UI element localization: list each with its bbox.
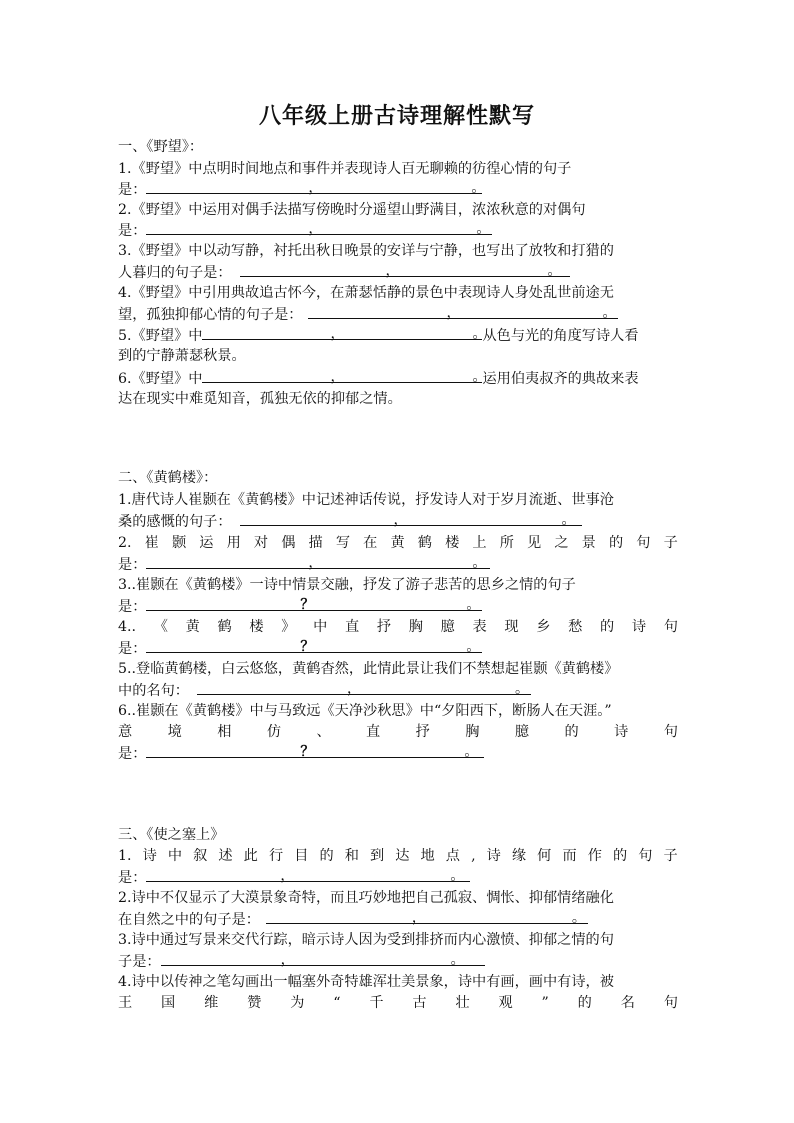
question-char: 中 bbox=[167, 848, 183, 864]
question-char: 的 bbox=[612, 848, 628, 864]
answer-prefix: 是： bbox=[118, 641, 147, 657]
question-char: 2. bbox=[118, 535, 132, 551]
question-text bbox=[118, 617, 678, 637]
question-char: 地 bbox=[420, 848, 435, 864]
blank-comma: ， bbox=[280, 868, 295, 884]
blank-comma: ， bbox=[393, 512, 408, 528]
blank-period: 。 bbox=[571, 910, 586, 926]
blank-period: 。 bbox=[450, 868, 465, 884]
section-heading: 二、《黄鹤楼》： bbox=[118, 470, 218, 486]
question-char: 景 bbox=[581, 535, 596, 551]
question-char: 中 bbox=[313, 619, 328, 635]
question-char: 述 bbox=[218, 848, 233, 864]
question-text: 3..崔颢在《黄鹤楼》一诗中情景交融，抒发了游子悲苦的思乡之情的句子 bbox=[118, 577, 576, 593]
question-char: 4.. bbox=[118, 619, 137, 635]
question-char: 和 bbox=[344, 848, 359, 864]
question-char: 《 bbox=[153, 619, 168, 635]
question-char: 诗 bbox=[614, 724, 629, 740]
question-char: 的 bbox=[599, 619, 615, 635]
question-char: 句 bbox=[663, 724, 678, 740]
answer-blank[interactable] bbox=[146, 638, 482, 653]
blank-period: 。 bbox=[464, 744, 479, 760]
question-char: 乡 bbox=[536, 619, 551, 635]
section-heading: 三、《使之塞上》 bbox=[118, 827, 225, 843]
question-char: 运 bbox=[199, 535, 214, 551]
blank-period: 。 bbox=[602, 305, 617, 321]
question-char: 写 bbox=[335, 535, 351, 551]
blank-period: 。 bbox=[561, 512, 576, 528]
answer-line bbox=[118, 638, 678, 659]
question-char: 臆 bbox=[514, 724, 530, 740]
question-char: 楼 bbox=[249, 619, 264, 635]
answer-blank[interactable] bbox=[197, 680, 531, 695]
answer-line bbox=[118, 867, 678, 888]
question-char: 鹤 bbox=[417, 535, 432, 551]
blank-comma: ， bbox=[411, 910, 426, 926]
question-tail: 运用伯夷叔齐的典故来表 bbox=[482, 371, 639, 387]
blank-period: 。 bbox=[450, 952, 465, 968]
question-char: 诗 bbox=[631, 619, 647, 635]
answer-prefix: 是： bbox=[118, 557, 147, 573]
blank-comma: ， bbox=[346, 681, 361, 697]
question-char: 见 bbox=[527, 535, 542, 551]
answer-line bbox=[118, 743, 678, 764]
question-char: 楼 bbox=[445, 535, 460, 551]
question-char: 的 bbox=[564, 724, 579, 740]
question-char: 王 bbox=[118, 995, 133, 1011]
question-char: 句 bbox=[636, 535, 651, 551]
question-char: 现 bbox=[504, 619, 519, 635]
section-heading: 一、《野望》： bbox=[118, 139, 204, 155]
blank-period: 。 bbox=[466, 597, 481, 613]
question-char: 达 bbox=[395, 848, 410, 864]
blank-comma: ， bbox=[446, 305, 461, 321]
question-char: 鹤 bbox=[217, 619, 232, 635]
blank-period: 。 bbox=[471, 180, 486, 196]
blank-period: 。 bbox=[472, 369, 487, 385]
answer-line bbox=[118, 554, 678, 575]
question-char: 仿 bbox=[266, 724, 282, 740]
question-text: 4.诗中以传神之笔勾画出一幅塞外奇特雄浑壮美景象，诗中有画，画中有诗，被 bbox=[118, 974, 614, 990]
question-text: 1.《野望》中点明时间地点和事件并表现诗人百无聊赖的彷徨心情的句子 bbox=[118, 161, 572, 177]
answer-blank[interactable] bbox=[202, 368, 487, 385]
question-char: 诗 bbox=[142, 848, 157, 864]
answer-line bbox=[118, 179, 678, 200]
answer-prefix: 是： bbox=[118, 182, 147, 198]
question-char: 相 bbox=[217, 724, 232, 740]
answer-blank[interactable] bbox=[161, 951, 485, 966]
blank-comma: ， bbox=[385, 263, 400, 279]
blank-comma: ， bbox=[308, 180, 323, 196]
blank-period: 。 bbox=[476, 221, 491, 237]
answer-prefix: 是： bbox=[118, 599, 147, 615]
question-char: 而 bbox=[562, 848, 577, 864]
question-char: 的 bbox=[608, 535, 624, 551]
question-char: 抒 bbox=[376, 619, 392, 635]
question-text: 3.诗中通过写景来交代行踪，暗示诗人因为受到排挤而内心激愤、抑郁之情的句 bbox=[118, 932, 614, 948]
page-title: 八年级上册古诗理解性默写 bbox=[258, 103, 535, 129]
question-text: 3.《野望》中以动写静，衬托出秋日晚景的安详与宁静，也写出了放牧和打猎的 bbox=[118, 243, 614, 259]
question-text bbox=[118, 325, 678, 346]
question-text bbox=[118, 533, 678, 553]
question-char: 千 bbox=[369, 995, 384, 1011]
answer-line bbox=[118, 220, 678, 241]
blank-period: 。 bbox=[514, 681, 529, 697]
question-text: 6..崔颢在《黄鹤楼》中与马致远《天净沙秋思》中“夕阳西下，断肠人在天涯。” bbox=[118, 703, 612, 719]
question-char: 直 bbox=[366, 724, 381, 740]
blank-question: ？ bbox=[300, 597, 315, 613]
blank-comma: ， bbox=[308, 221, 323, 237]
answer-prefix: 是： bbox=[118, 223, 147, 239]
question-char: 描 bbox=[308, 535, 323, 551]
answer-blank[interactable] bbox=[146, 220, 492, 235]
blank-question: ？ bbox=[300, 744, 315, 760]
question-char: 》 bbox=[281, 619, 296, 635]
answer-blank[interactable] bbox=[308, 304, 618, 319]
question-char: 崔 bbox=[144, 535, 159, 551]
answer-blank[interactable] bbox=[240, 262, 570, 277]
question-text: 到的宁静萧瑟秋景。 bbox=[118, 348, 246, 364]
blank-question: ？ bbox=[300, 639, 315, 655]
question-char: 点 bbox=[445, 848, 460, 864]
blank-period: 。 bbox=[472, 555, 487, 571]
question-text bbox=[118, 368, 678, 389]
question-char: ” bbox=[541, 995, 549, 1011]
question-char: 1. bbox=[118, 848, 132, 864]
question-char: 名 bbox=[620, 995, 635, 1011]
answer-prefix: 桑的感慨的句子： bbox=[118, 514, 232, 530]
question-char: 黄 bbox=[390, 535, 405, 551]
question-char: , bbox=[471, 848, 476, 864]
question-char: 上 bbox=[472, 535, 487, 551]
question-text bbox=[118, 993, 678, 1013]
answer-blank[interactable] bbox=[266, 909, 588, 924]
blank-comma: ， bbox=[330, 369, 345, 385]
question-char: 偶 bbox=[281, 535, 296, 551]
question-char: 所 bbox=[499, 535, 514, 551]
question-char: 、 bbox=[316, 724, 331, 740]
question-text bbox=[118, 846, 678, 866]
question-char: 为 bbox=[290, 995, 305, 1011]
question-text: 4.《野望》中引用典故追古怀今，在萧瑟恬静的景色中表现诗人身处乱世前途无 bbox=[118, 285, 614, 301]
answer-blank[interactable] bbox=[146, 743, 484, 758]
question-char: 壮 bbox=[455, 995, 470, 1011]
answer-line bbox=[118, 951, 678, 972]
question-char: 作 bbox=[587, 848, 602, 864]
answer-prefix: 是： bbox=[118, 870, 147, 886]
answer-prefix: 望，孤独抑郁心情的句子是： bbox=[118, 307, 303, 323]
blank-period: 。 bbox=[472, 326, 487, 342]
question-char: 叙 bbox=[193, 848, 208, 864]
answer-blank[interactable] bbox=[240, 511, 582, 526]
question-prefix: 5.《野望》中 bbox=[118, 328, 203, 344]
blank-comma: ， bbox=[330, 326, 345, 342]
answer-line bbox=[118, 596, 678, 617]
blank-period: 。 bbox=[466, 639, 481, 655]
question-char: 臆 bbox=[440, 619, 455, 635]
blank-period: 。 bbox=[547, 263, 562, 279]
answer-line bbox=[118, 909, 678, 930]
question-char: 胸 bbox=[465, 724, 480, 740]
question-char: 的 bbox=[319, 848, 334, 864]
answer-line bbox=[118, 680, 678, 701]
question-char: 诗 bbox=[486, 848, 501, 864]
question-char: 子 bbox=[663, 535, 678, 551]
question-char: 句 bbox=[663, 995, 678, 1011]
question-char: 句 bbox=[663, 619, 678, 635]
question-char: 境 bbox=[167, 724, 182, 740]
answer-blank[interactable] bbox=[146, 554, 490, 569]
question-char: 的 bbox=[577, 995, 592, 1011]
answer-blank[interactable] bbox=[146, 179, 486, 196]
answer-blank[interactable] bbox=[202, 325, 487, 342]
question-char: 直 bbox=[344, 619, 360, 635]
answer-prefix: 在自然之中的句子是： bbox=[118, 912, 260, 928]
question-char: “ bbox=[333, 995, 341, 1011]
question-char: 对 bbox=[253, 535, 269, 551]
question-char: 胸 bbox=[408, 619, 423, 635]
question-char: 何 bbox=[537, 848, 552, 864]
question-char: 黄 bbox=[185, 619, 200, 635]
question-char: 观 bbox=[498, 995, 513, 1011]
question-char: 抒 bbox=[415, 724, 430, 740]
question-char: 行 bbox=[268, 848, 284, 864]
question-char: 表 bbox=[472, 619, 487, 635]
answer-line bbox=[118, 304, 678, 325]
answer-prefix: 子是： bbox=[118, 954, 161, 970]
answer-prefix: 中的名句： bbox=[118, 683, 189, 699]
answer-blank[interactable] bbox=[146, 867, 470, 882]
question-tail: 从色与光的角度写诗人看 bbox=[482, 328, 639, 344]
answer-prefix: 人暮归的句子是： bbox=[118, 265, 232, 281]
question-char: 目 bbox=[294, 848, 309, 864]
question-prefix: 6.《野望》中 bbox=[118, 371, 203, 387]
question-text bbox=[118, 722, 678, 742]
question-char: 维 bbox=[204, 995, 219, 1011]
question-char: 古 bbox=[412, 995, 427, 1011]
question-text: 5..登临黄鹤楼，白云悠悠，黄鹤杳然，此情此景让我们不禁想起崔颢《黄鹤楼》 bbox=[118, 661, 619, 677]
answer-blank[interactable] bbox=[146, 596, 482, 611]
blank-comma: ， bbox=[280, 952, 295, 968]
question-text: 达在现实中难觅知音，孤独无依的抑郁之情。 bbox=[118, 391, 402, 407]
question-char: 缘 bbox=[511, 848, 527, 864]
question-char: 颢 bbox=[171, 535, 187, 551]
question-text: 2.诗中不仅显示了大漠景象奇特，而且巧妙地把自己孤寂、惆怅、抑郁情绪融化 bbox=[118, 890, 614, 906]
question-char: 句 bbox=[638, 848, 653, 864]
question-char: 用 bbox=[226, 535, 241, 551]
question-char: 此 bbox=[243, 848, 258, 864]
question-char: 之 bbox=[554, 535, 569, 551]
answer-prefix: 是： bbox=[118, 746, 147, 762]
question-char: 意 bbox=[118, 724, 133, 740]
question-char: 子 bbox=[663, 848, 678, 864]
question-text: 2.《野望》中运用对偶手法描写傍晚时分遥望山野满目，浓浓秋意的对偶句 bbox=[118, 202, 586, 218]
question-char: 赞 bbox=[247, 995, 262, 1011]
question-text: 1.唐代诗人崔颢在《黄鹤楼》中记述神话传说，抒发诗人对于岁月流逝、世事沧 bbox=[118, 492, 614, 508]
answer-line bbox=[118, 262, 678, 283]
question-char: 到 bbox=[370, 848, 385, 864]
answer-line bbox=[118, 511, 678, 532]
question-char: 国 bbox=[161, 995, 176, 1011]
blank-comma: ， bbox=[308, 555, 323, 571]
question-char: 在 bbox=[363, 535, 378, 551]
question-char: 愁 bbox=[568, 619, 583, 635]
